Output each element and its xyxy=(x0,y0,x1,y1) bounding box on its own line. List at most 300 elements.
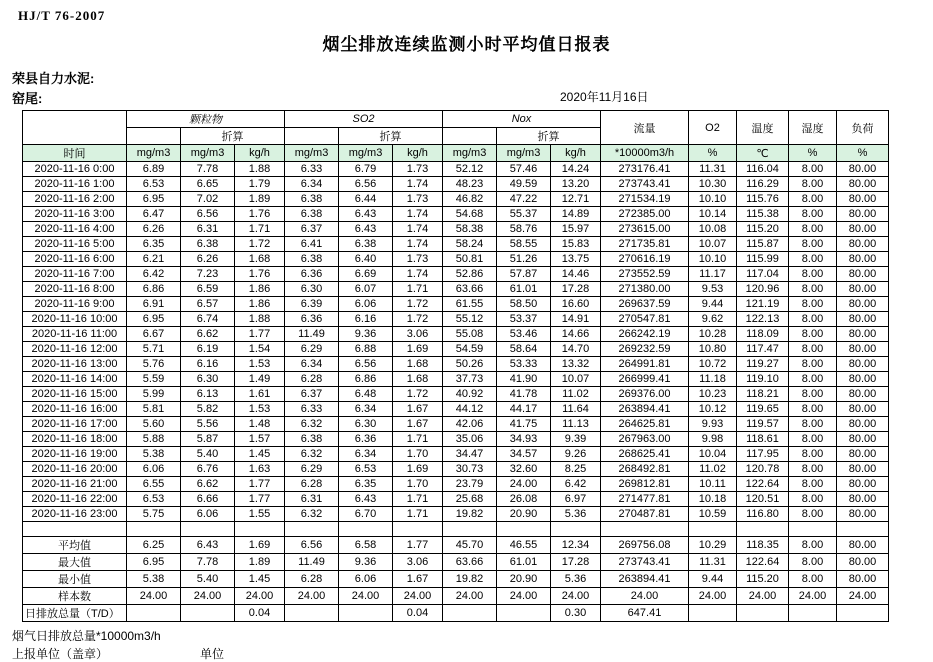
cell-value-10: 9.98 xyxy=(689,432,737,447)
table-row xyxy=(23,222,889,237)
cell-value-6: 50.81 xyxy=(443,252,497,267)
cell-value-4: 6.48 xyxy=(339,387,393,402)
cell-value-3: 6.38 xyxy=(285,192,339,207)
cell-value-6: 50.26 xyxy=(443,357,497,372)
summary-value-1: 7.78 xyxy=(181,554,235,571)
cell-value-13: 80.00 xyxy=(837,432,889,447)
company-name: 荣县自力水泥: xyxy=(12,71,95,86)
cell-value-11: 122.64 xyxy=(737,477,789,492)
cell-value-1: 6.62 xyxy=(181,327,235,342)
cell-value-4: 6.30 xyxy=(339,417,393,432)
cell-value-11: 118.21 xyxy=(737,387,789,402)
cell-time: 2020-11-16 10:00 xyxy=(23,312,127,327)
cell-value-5: 1.72 xyxy=(393,387,443,402)
cell-value-7: 32.60 xyxy=(497,462,551,477)
daily-total-value-7 xyxy=(497,605,551,622)
cell-value-1: 5.82 xyxy=(181,402,235,417)
cell-value-10: 10.28 xyxy=(689,327,737,342)
spacer-cell xyxy=(443,522,497,537)
cell-value-8: 15.83 xyxy=(551,237,601,252)
cell-value-2: 1.45 xyxy=(235,447,285,462)
cell-value-3: 6.33 xyxy=(285,162,339,177)
cell-value-4: 6.06 xyxy=(339,297,393,312)
cell-value-11: 119.65 xyxy=(737,402,789,417)
cell-value-10: 10.18 xyxy=(689,492,737,507)
cell-value-8: 6.97 xyxy=(551,492,601,507)
summary-value-7: 61.01 xyxy=(497,554,551,571)
cell-value-2: 1.54 xyxy=(235,342,285,357)
cell-value-9: 266999.41 xyxy=(601,372,689,387)
cell-value-1: 6.66 xyxy=(181,492,235,507)
page-title: 烟尘排放连续监测小时平均值日报表 xyxy=(322,35,611,54)
cell-value-6: 54.68 xyxy=(443,207,497,222)
cell-value-11: 116.29 xyxy=(737,177,789,192)
cell-value-8: 11.64 xyxy=(551,402,601,417)
cell-value-10: 9.93 xyxy=(689,417,737,432)
cell-value-13: 80.00 xyxy=(837,372,889,387)
cell-value-8: 6.42 xyxy=(551,477,601,492)
cell-value-8: 5.36 xyxy=(551,507,601,522)
cell-value-7: 57.87 xyxy=(497,267,551,282)
cell-value-6: 52.86 xyxy=(443,267,497,282)
cell-value-5: 1.74 xyxy=(393,177,443,192)
cell-value-2: 1.76 xyxy=(235,267,285,282)
cell-value-7: 53.37 xyxy=(497,312,551,327)
cell-value-4: 6.69 xyxy=(339,267,393,282)
daily-total-value-13 xyxy=(837,605,889,622)
cell-time: 2020-11-16 4:00 xyxy=(23,222,127,237)
sub-header-converted: 折算 xyxy=(339,128,443,145)
summary-value-11: 122.64 xyxy=(737,554,789,571)
cell-value-10: 9.53 xyxy=(689,282,737,297)
cell-value-4: 6.36 xyxy=(339,432,393,447)
cell-value-10: 10.10 xyxy=(689,252,737,267)
summary-value-3: 6.56 xyxy=(285,537,339,554)
summary-value-6: 19.82 xyxy=(443,571,497,588)
cell-value-4: 6.56 xyxy=(339,177,393,192)
cell-value-9: 270547.81 xyxy=(601,312,689,327)
cell-value-6: 52.12 xyxy=(443,162,497,177)
cell-value-7: 34.93 xyxy=(497,432,551,447)
cell-time: 2020-11-16 19:00 xyxy=(23,447,127,462)
table-summary-row xyxy=(23,588,889,605)
cell-time: 2020-11-16 9:00 xyxy=(23,297,127,312)
cell-value-2: 1.71 xyxy=(235,222,285,237)
cell-value-9: 271477.81 xyxy=(601,492,689,507)
cell-value-0: 6.91 xyxy=(127,297,181,312)
cell-value-4: 9.36 xyxy=(339,327,393,342)
cell-value-3: 6.28 xyxy=(285,477,339,492)
table-row xyxy=(23,297,889,312)
cell-value-2: 1.55 xyxy=(235,507,285,522)
cell-value-3: 6.29 xyxy=(285,342,339,357)
spacer-cell xyxy=(339,522,393,537)
cell-value-6: 46.82 xyxy=(443,192,497,207)
summary-label: 最小值 xyxy=(23,571,127,588)
cell-value-3: 6.38 xyxy=(285,432,339,447)
cell-value-0: 6.42 xyxy=(127,267,181,282)
table-row xyxy=(23,462,889,477)
cell-value-8: 17.28 xyxy=(551,282,601,297)
group-header-so2: SO2 xyxy=(285,111,443,128)
cell-value-12: 8.00 xyxy=(789,192,837,207)
cell-value-10: 11.18 xyxy=(689,372,737,387)
table-spacer-row xyxy=(23,522,889,537)
daily-total-value-8: 0.30 xyxy=(551,605,601,622)
cell-value-8: 14.66 xyxy=(551,327,601,342)
cell-value-1: 7.23 xyxy=(181,267,235,282)
cell-value-7: 61.01 xyxy=(497,282,551,297)
cell-value-12: 8.00 xyxy=(789,342,837,357)
cell-value-5: 1.73 xyxy=(393,252,443,267)
cell-value-3: 6.36 xyxy=(285,267,339,282)
table-row xyxy=(23,207,889,222)
cell-value-4: 6.88 xyxy=(339,342,393,357)
summary-value-1: 5.40 xyxy=(181,571,235,588)
cell-value-0: 6.67 xyxy=(127,327,181,342)
summary-value-1: 6.43 xyxy=(181,537,235,554)
cell-value-6: 34.47 xyxy=(443,447,497,462)
spacer-cell xyxy=(23,522,127,537)
cell-value-9: 267963.00 xyxy=(601,432,689,447)
cell-value-8: 9.26 xyxy=(551,447,601,462)
cell-value-0: 5.60 xyxy=(127,417,181,432)
summary-value-9: 24.00 xyxy=(601,588,689,605)
cell-value-8: 12.71 xyxy=(551,192,601,207)
daily-total-value-5: 0.04 xyxy=(393,605,443,622)
cell-value-5: 1.74 xyxy=(393,207,443,222)
cell-value-12: 8.00 xyxy=(789,477,837,492)
table-row xyxy=(23,507,889,522)
summary-value-1: 24.00 xyxy=(181,588,235,605)
cell-time: 2020-11-16 17:00 xyxy=(23,417,127,432)
cell-value-2: 1.53 xyxy=(235,357,285,372)
cell-value-13: 80.00 xyxy=(837,462,889,477)
table-row xyxy=(23,267,889,282)
cell-value-9: 271735.81 xyxy=(601,237,689,252)
spacer-cell xyxy=(181,522,235,537)
cell-value-0: 6.89 xyxy=(127,162,181,177)
cell-value-9: 264625.81 xyxy=(601,417,689,432)
summary-value-0: 5.38 xyxy=(127,571,181,588)
summary-value-8: 17.28 xyxy=(551,554,601,571)
daily-total-value-10 xyxy=(689,605,737,622)
summary-value-9: 273743.41 xyxy=(601,554,689,571)
cell-value-4: 6.34 xyxy=(339,402,393,417)
sub-header-converted: 折算 xyxy=(497,128,601,145)
cell-value-5: 1.67 xyxy=(393,417,443,432)
spacer-cell xyxy=(837,522,889,537)
cell-value-11: 120.51 xyxy=(737,492,789,507)
cell-time: 2020-11-16 0:00 xyxy=(23,162,127,177)
cell-value-1: 6.76 xyxy=(181,462,235,477)
cell-value-1: 6.74 xyxy=(181,312,235,327)
cell-value-4: 6.35 xyxy=(339,477,393,492)
cell-value-1: 5.87 xyxy=(181,432,235,447)
cell-time: 2020-11-16 8:00 xyxy=(23,282,127,297)
cell-value-8: 11.13 xyxy=(551,417,601,432)
cell-value-5: 1.71 xyxy=(393,492,443,507)
cell-value-1: 6.06 xyxy=(181,507,235,522)
table-unit-row xyxy=(23,145,889,162)
table-row xyxy=(23,492,889,507)
standard-code: HJ/T 76-2007 xyxy=(18,8,106,23)
cell-value-8: 14.91 xyxy=(551,312,601,327)
table-row xyxy=(23,417,889,432)
daily-total-value-11 xyxy=(737,605,789,622)
cell-value-2: 1.86 xyxy=(235,297,285,312)
unit-cell-3: mg/m3 xyxy=(285,145,339,162)
cell-value-7: 24.00 xyxy=(497,477,551,492)
cell-value-13: 80.00 xyxy=(837,312,889,327)
cell-value-3: 6.29 xyxy=(285,462,339,477)
cell-value-1: 6.13 xyxy=(181,387,235,402)
cell-value-0: 6.53 xyxy=(127,492,181,507)
summary-value-5: 24.00 xyxy=(393,588,443,605)
cell-value-11: 115.20 xyxy=(737,222,789,237)
cell-value-1: 7.02 xyxy=(181,192,235,207)
cell-value-6: 58.24 xyxy=(443,237,497,252)
summary-value-12: 8.00 xyxy=(789,571,837,588)
cell-value-9: 263894.41 xyxy=(601,402,689,417)
cell-value-13: 80.00 xyxy=(837,387,889,402)
cell-value-11: 119.27 xyxy=(737,357,789,372)
cell-value-4: 6.43 xyxy=(339,492,393,507)
cell-value-7: 41.78 xyxy=(497,387,551,402)
cell-value-3: 6.32 xyxy=(285,507,339,522)
cell-value-0: 6.86 xyxy=(127,282,181,297)
unit-cell-4: mg/m3 xyxy=(339,145,393,162)
cell-value-2: 1.61 xyxy=(235,387,285,402)
cell-value-1: 6.57 xyxy=(181,297,235,312)
cell-time: 2020-11-16 23:00 xyxy=(23,507,127,522)
daily-total-value-1 xyxy=(181,605,235,622)
cell-value-0: 5.81 xyxy=(127,402,181,417)
summary-value-0: 24.00 xyxy=(127,588,181,605)
cell-value-11: 119.57 xyxy=(737,417,789,432)
cell-value-12: 8.00 xyxy=(789,207,837,222)
cell-value-2: 1.77 xyxy=(235,477,285,492)
cell-value-11: 115.99 xyxy=(737,252,789,267)
cell-value-12: 8.00 xyxy=(789,387,837,402)
cell-value-8: 13.75 xyxy=(551,252,601,267)
cell-value-2: 1.89 xyxy=(235,192,285,207)
cell-value-4: 6.43 xyxy=(339,207,393,222)
cell-value-12: 8.00 xyxy=(789,297,837,312)
cell-value-13: 80.00 xyxy=(837,402,889,417)
cell-value-0: 5.38 xyxy=(127,447,181,462)
summary-value-10: 11.31 xyxy=(689,554,737,571)
cell-value-1: 6.16 xyxy=(181,357,235,372)
cell-value-0: 6.35 xyxy=(127,237,181,252)
cell-value-12: 8.00 xyxy=(789,282,837,297)
unit-cell-7: mg/m3 xyxy=(497,145,551,162)
cell-value-0: 6.47 xyxy=(127,207,181,222)
cell-time: 2020-11-16 20:00 xyxy=(23,462,127,477)
cell-time: 2020-11-16 14:00 xyxy=(23,372,127,387)
cell-value-6: 25.68 xyxy=(443,492,497,507)
cell-value-7: 51.26 xyxy=(497,252,551,267)
summary-value-8: 24.00 xyxy=(551,588,601,605)
cell-value-0: 5.88 xyxy=(127,432,181,447)
cell-value-5: 1.70 xyxy=(393,477,443,492)
cell-time: 2020-11-16 3:00 xyxy=(23,207,127,222)
daily-total-value-4 xyxy=(339,605,393,622)
summary-value-11: 24.00 xyxy=(737,588,789,605)
table-row xyxy=(23,372,889,387)
cell-value-11: 116.80 xyxy=(737,507,789,522)
cell-value-5: 3.06 xyxy=(393,327,443,342)
cell-value-9: 264991.81 xyxy=(601,357,689,372)
cell-value-10: 11.17 xyxy=(689,267,737,282)
cell-value-0: 5.59 xyxy=(127,372,181,387)
cell-value-7: 41.90 xyxy=(497,372,551,387)
cell-value-10: 10.12 xyxy=(689,402,737,417)
daily-total-value-2: 0.04 xyxy=(235,605,285,622)
cell-value-3: 6.32 xyxy=(285,447,339,462)
cell-value-3: 6.38 xyxy=(285,252,339,267)
table-row xyxy=(23,342,889,357)
summary-value-2: 1.89 xyxy=(235,554,285,571)
cell-value-3: 6.33 xyxy=(285,402,339,417)
cell-value-11: 115.87 xyxy=(737,237,789,252)
cell-value-7: 58.64 xyxy=(497,342,551,357)
summary-value-3: 11.49 xyxy=(285,554,339,571)
unit-cell-5: kg/h xyxy=(393,145,443,162)
cell-value-13: 80.00 xyxy=(837,357,889,372)
spacer-cell xyxy=(601,522,689,537)
cell-value-7: 58.55 xyxy=(497,237,551,252)
cell-value-4: 6.40 xyxy=(339,252,393,267)
table-summary-row xyxy=(23,571,889,588)
cell-value-8: 13.32 xyxy=(551,357,601,372)
cell-value-3: 6.30 xyxy=(285,282,339,297)
cell-value-2: 1.53 xyxy=(235,402,285,417)
cell-value-0: 6.26 xyxy=(127,222,181,237)
summary-value-6: 24.00 xyxy=(443,588,497,605)
spacer-cell xyxy=(551,522,601,537)
unit-cell-9: *10000m3/h xyxy=(601,145,689,162)
cell-value-7: 44.17 xyxy=(497,402,551,417)
cell-value-5: 1.69 xyxy=(393,462,443,477)
cell-value-4: 6.79 xyxy=(339,162,393,177)
cell-value-3: 6.37 xyxy=(285,387,339,402)
cell-value-13: 80.00 xyxy=(837,222,889,237)
cell-value-5: 1.74 xyxy=(393,267,443,282)
cell-value-8: 9.39 xyxy=(551,432,601,447)
cell-value-0: 6.95 xyxy=(127,192,181,207)
cell-value-11: 118.61 xyxy=(737,432,789,447)
cell-value-1: 5.40 xyxy=(181,447,235,462)
unit-cell-8: kg/h xyxy=(551,145,601,162)
cell-value-7: 26.08 xyxy=(497,492,551,507)
cell-value-1: 7.78 xyxy=(181,162,235,177)
cell-value-0: 5.99 xyxy=(127,387,181,402)
cell-value-5: 1.72 xyxy=(393,297,443,312)
cell-value-5: 1.70 xyxy=(393,447,443,462)
daily-total-label: 日排放总量（T/D） xyxy=(23,605,127,622)
cell-value-13: 80.00 xyxy=(837,162,889,177)
cell-value-13: 80.00 xyxy=(837,417,889,432)
cell-value-7: 49.59 xyxy=(497,177,551,192)
cell-value-4: 6.16 xyxy=(339,312,393,327)
cell-value-7: 58.76 xyxy=(497,222,551,237)
cell-value-12: 8.00 xyxy=(789,492,837,507)
table-row xyxy=(23,387,889,402)
cell-value-3: 6.28 xyxy=(285,372,339,387)
cell-value-12: 8.00 xyxy=(789,357,837,372)
footnote-reporting-unit: 上报单位（盖章） xyxy=(12,647,109,661)
group-header-temperature: 温度 xyxy=(737,111,789,145)
group-header-particulate: 颗粒物 xyxy=(127,111,285,128)
cell-value-2: 1.76 xyxy=(235,207,285,222)
sub-header-converted: 折算 xyxy=(181,128,285,145)
table-row xyxy=(23,282,889,297)
summary-value-12: 24.00 xyxy=(789,588,837,605)
cell-value-5: 1.74 xyxy=(393,222,443,237)
cell-value-1: 6.65 xyxy=(181,177,235,192)
cell-value-4: 6.53 xyxy=(339,462,393,477)
cell-value-13: 80.00 xyxy=(837,177,889,192)
cell-value-5: 1.71 xyxy=(393,432,443,447)
unit-cell-13: % xyxy=(837,145,889,162)
summary-value-2: 24.00 xyxy=(235,588,285,605)
footnote-unit: 单位 xyxy=(200,647,225,661)
cell-time: 2020-11-16 5:00 xyxy=(23,237,127,252)
cell-value-0: 6.53 xyxy=(127,177,181,192)
unit-cell-11: ℃ xyxy=(737,145,789,162)
cell-value-3: 11.49 xyxy=(285,327,339,342)
cell-value-11: 118.09 xyxy=(737,327,789,342)
summary-value-6: 63.66 xyxy=(443,554,497,571)
cell-value-12: 8.00 xyxy=(789,432,837,447)
summary-label: 样本数 xyxy=(23,588,127,605)
cell-value-12: 8.00 xyxy=(789,507,837,522)
cell-value-10: 10.23 xyxy=(689,387,737,402)
cell-value-7: 53.46 xyxy=(497,327,551,342)
cell-value-4: 6.70 xyxy=(339,507,393,522)
cell-value-0: 5.76 xyxy=(127,357,181,372)
cell-value-9: 269812.81 xyxy=(601,477,689,492)
cell-time: 2020-11-16 13:00 xyxy=(23,357,127,372)
summary-value-8: 12.34 xyxy=(551,537,601,554)
cell-value-12: 8.00 xyxy=(789,177,837,192)
cell-value-5: 1.72 xyxy=(393,312,443,327)
table-row xyxy=(23,177,889,192)
cell-value-8: 14.70 xyxy=(551,342,601,357)
summary-value-11: 115.20 xyxy=(737,571,789,588)
cell-value-8: 14.46 xyxy=(551,267,601,282)
cell-value-2: 1.63 xyxy=(235,462,285,477)
cell-value-7: 34.57 xyxy=(497,447,551,462)
group-header-load: 负荷 xyxy=(837,111,889,145)
cell-value-12: 8.00 xyxy=(789,162,837,177)
cell-value-10: 10.10 xyxy=(689,192,737,207)
summary-value-9: 263894.41 xyxy=(601,571,689,588)
spacer-cell xyxy=(285,522,339,537)
cell-time: 2020-11-16 21:00 xyxy=(23,477,127,492)
cell-value-9: 273615.00 xyxy=(601,222,689,237)
cell-value-6: 54.59 xyxy=(443,342,497,357)
cell-time: 2020-11-16 7:00 xyxy=(23,267,127,282)
table-row xyxy=(23,312,889,327)
cell-value-3: 6.39 xyxy=(285,297,339,312)
summary-value-7: 46.55 xyxy=(497,537,551,554)
cell-value-10: 10.07 xyxy=(689,237,737,252)
cell-value-10: 11.31 xyxy=(689,162,737,177)
cell-value-12: 8.00 xyxy=(789,417,837,432)
cell-value-6: 48.23 xyxy=(443,177,497,192)
